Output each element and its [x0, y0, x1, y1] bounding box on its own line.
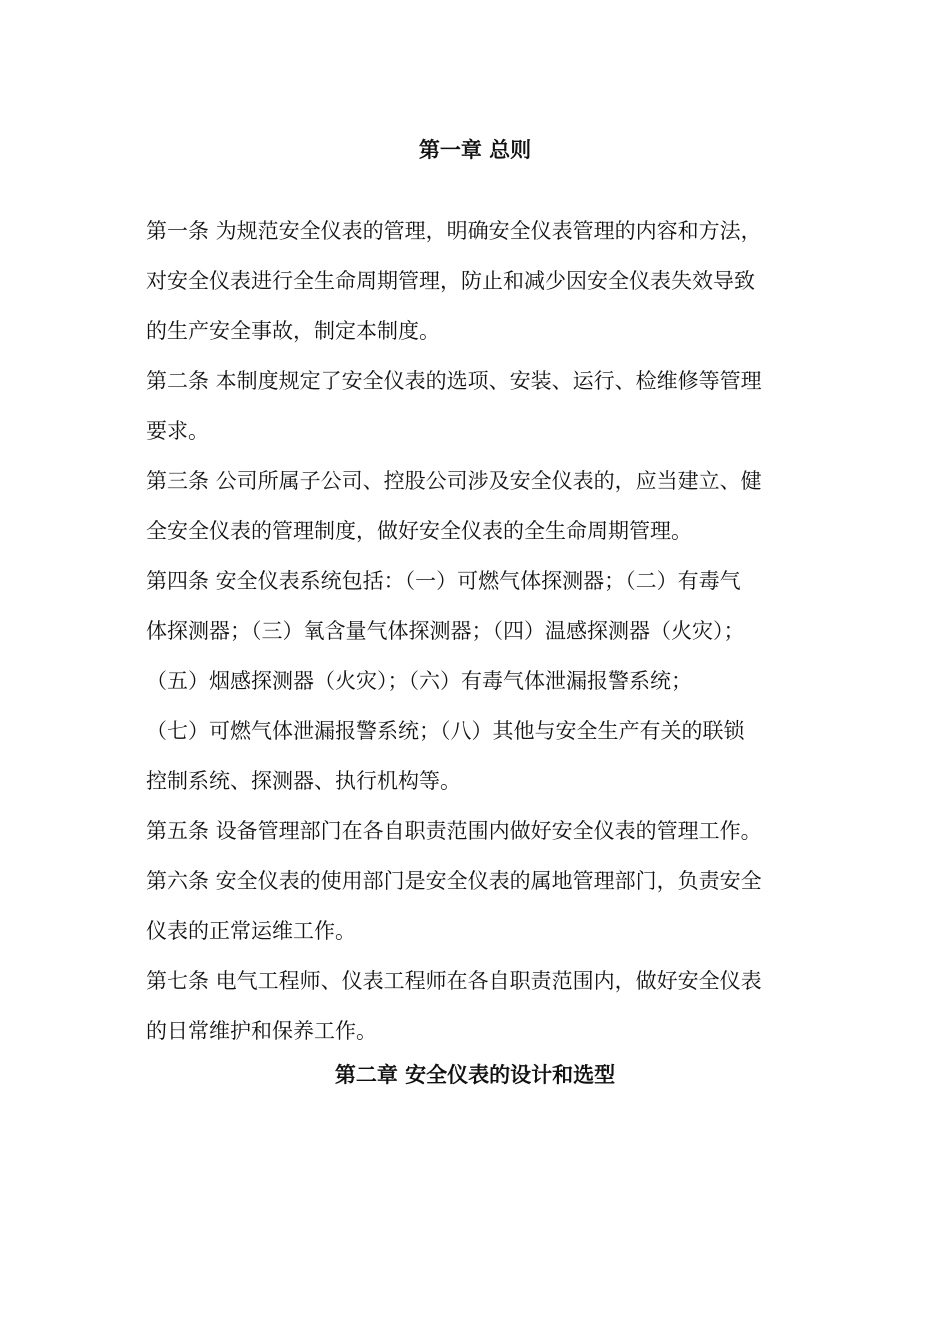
text-line: 仪表的正常运维工作。 — [146, 919, 356, 943]
text-line: 要求。 — [146, 419, 209, 443]
text-line: 对安全仪表进行全生命周期管理，防止和减少因安全仪表失效导致 — [146, 269, 755, 293]
chapter-one-body — [146, 206, 806, 1056]
text-line: 第三条 公司所属子公司、控股公司涉及安全仪表的，应当建立、健 — [146, 469, 762, 493]
text-line: 第二条 本制度规定了安全仪表的选项、安装、运行、检维修等管理 — [146, 369, 762, 393]
text-line: 全安全仪表的管理制度，做好安全仪表的全生命周期管理。 — [146, 519, 692, 543]
text-line: 第七条 电气工程师、仪表工程师在各自职责范围内，做好安全仪表 — [146, 969, 762, 993]
text-line: 第四条 安全仪表系统包括：（一）可燃气体探测器；（二）有毒气 — [146, 569, 741, 593]
text-line: 控制系统、探测器、执行机构等。 — [146, 769, 461, 793]
chapter-two-title: 第二章 安全仪表的设计和选型 — [334, 1063, 616, 1087]
text-line: 的日常维护和保养工作。 — [146, 1019, 377, 1043]
text-line: 第五条 设备管理部门在各自职责范围内做好安全仪表的管理工作。 — [146, 819, 762, 843]
chapter-one-title: 第一章 总则 — [418, 138, 532, 162]
text-line: 的生产安全事故，制定本制度。 — [146, 319, 440, 343]
text-line: （七）可燃气体泄漏报警系统；（八）其他与安全生产有关的联锁 — [146, 719, 745, 743]
text-line: 第六条 安全仪表的使用部门是安全仪表的属地管理部门，负责安全 — [146, 869, 762, 893]
text-line: （五）烟感探测器（火灾）；（六）有毒气体泄漏报警系统； — [146, 669, 692, 693]
text-line: 体探测器；（三）氧含量气体探测器；（四）温感探测器（火灾）； — [146, 619, 745, 643]
text-line: 第一条 为规范安全仪表的管理，明确安全仪表管理的内容和方法， — [146, 219, 762, 243]
